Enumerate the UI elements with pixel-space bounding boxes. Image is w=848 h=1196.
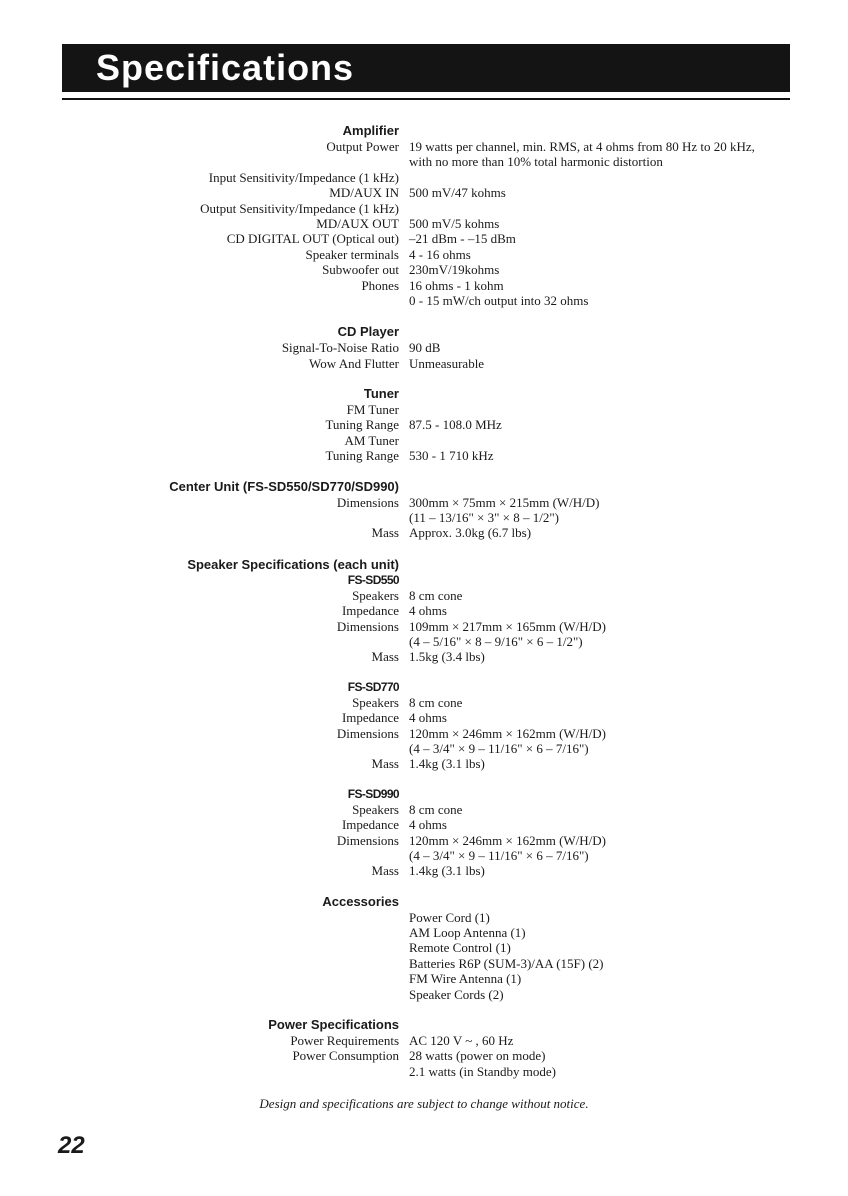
page-title: Specifications — [96, 47, 355, 88]
spec-value: 8 cm cone — [409, 801, 463, 817]
spec-value: 500 mV/47 kohms — [409, 185, 506, 201]
spec-value: 4 ohms — [409, 603, 447, 619]
spec-label: Power Requirements — [290, 1033, 399, 1049]
spec-label: Output Sensitivity/Impedance (1 kHz) — [200, 200, 399, 216]
spec-row — [0, 863, 848, 878]
spec-row — [0, 634, 848, 649]
spec-value: Power Cord (1) — [409, 909, 490, 925]
spec-row — [0, 201, 848, 216]
spec-row — [0, 231, 848, 246]
spec-value: Batteries R6P (SUM-3)/AA (15F) (2) — [409, 955, 604, 971]
spec-value: 19 watts per channel, min. RMS, at 4 ohms from 80 Hz to 20 kHz, — [409, 139, 755, 154]
spec-value: Unmeasurable — [409, 355, 485, 371]
spec-label: Speakers — [352, 694, 399, 710]
spec-label: MD/AUX IN — [329, 185, 399, 201]
spec-section — [0, 479, 848, 541]
spec-value: 4 - 16 ohms — [409, 246, 471, 262]
spec-value: AM Loop Antenna (1) — [409, 925, 526, 941]
spec-row — [0, 1064, 848, 1079]
spec-label: Output Power — [326, 139, 399, 154]
spec-row — [0, 247, 848, 262]
model-heading: FS-SD550 — [347, 572, 399, 587]
spec-value: AC 120 V ~ , 60 Hz — [409, 1033, 514, 1049]
spec-section — [0, 386, 848, 464]
spec-label: Mass — [371, 756, 399, 772]
spec-row — [0, 495, 848, 510]
spec-label: Dimensions — [336, 494, 399, 510]
spec-value: (4 – 3/4" × 9 – 11/16" × 6 – 7/16") — [409, 847, 589, 863]
spec-value: Speaker Cords (2) — [409, 986, 504, 1002]
spec-row — [0, 910, 848, 925]
spec-row — [0, 154, 848, 169]
spec-row — [0, 278, 848, 293]
page-number: 22 — [58, 1132, 85, 1159]
spec-value: 1.5kg (3.4 lbs) — [409, 649, 485, 665]
spec-label: Impedance — [341, 603, 399, 619]
spec-label: Tuning Range — [325, 417, 399, 433]
spec-value: 90 dB — [409, 340, 441, 356]
section-heading: Speaker Specifications (each unit) — [187, 556, 399, 572]
spec-row — [0, 433, 848, 448]
spec-row — [0, 971, 848, 986]
spec-row — [0, 756, 848, 771]
spec-label: Dimensions — [336, 832, 399, 848]
spec-section — [0, 680, 848, 772]
spec-row — [0, 956, 848, 971]
spec-row — [0, 356, 848, 371]
spec-value: 8 cm cone — [409, 587, 463, 603]
spec-label: Signal-To-Noise Ratio — [281, 340, 399, 356]
spec-value: (11 – 13/16" × 3" × 8 – 1/2") — [409, 510, 559, 526]
spec-section — [0, 324, 848, 371]
section-heading: Center Unit (FS-SD550/SD770/SD990) — [169, 478, 399, 494]
spec-list — [0, 123, 848, 1079]
spec-value: 4 ohms — [409, 710, 447, 726]
spec-value: –21 dBm - –15 dBm — [409, 231, 516, 247]
model-heading: FS-SD990 — [347, 786, 399, 801]
spec-value: 0 - 15 mW/ch output into 32 ohms — [409, 292, 589, 308]
spec-value: 300mm × 75mm × 215mm (W/H/D) — [409, 494, 600, 510]
footnote: Design and specifications are subject to change without notice. — [259, 1096, 589, 1111]
spec-label: Power Consumption — [292, 1048, 399, 1064]
section-heading: Accessories — [322, 893, 399, 909]
spec-label: FM Tuner — [346, 402, 399, 418]
spec-label: Mass — [371, 525, 399, 541]
spec-row — [0, 1048, 848, 1063]
spec-row — [0, 802, 848, 817]
spec-row — [0, 402, 848, 417]
spec-row — [0, 185, 848, 200]
spec-row — [0, 817, 848, 832]
spec-label: Subwoofer out — [322, 262, 399, 278]
spec-value: 1.4kg (3.1 lbs) — [409, 863, 485, 879]
spec-value: 16 ohms - 1 kohm — [409, 277, 504, 293]
spec-value: 8 cm cone — [409, 694, 463, 710]
section-heading: Power Specifications — [268, 1017, 399, 1033]
spec-label: CD DIGITAL OUT (Optical out) — [226, 231, 399, 247]
spec-label: Wow And Flutter — [309, 355, 399, 371]
spec-label: Mass — [371, 649, 399, 665]
spec-value: 109mm × 217mm × 165mm (W/H/D) — [409, 618, 607, 634]
spec-row — [0, 619, 848, 634]
spec-label: Input Sensitivity/Impedance (1 kHz) — [208, 169, 399, 185]
spec-label: Dimensions — [336, 725, 399, 741]
spec-value: with no more than 10% total harmonic distortion — [409, 154, 663, 170]
spec-value: 530 - 1 710 kHz — [409, 448, 494, 464]
spec-row — [0, 1033, 848, 1048]
spec-label: AM Tuner — [344, 432, 399, 448]
section-heading: CD Player — [337, 324, 399, 340]
spec-label: Phones — [361, 277, 399, 293]
title-bar — [62, 44, 790, 92]
spec-row — [0, 940, 848, 955]
spec-row — [0, 741, 848, 756]
spec-value: 120mm × 246mm × 162mm (W/H/D) — [409, 832, 607, 848]
spec-label: Tuning Range — [325, 448, 399, 464]
model-heading: FS-SD770 — [347, 679, 399, 694]
spec-row — [0, 987, 848, 1002]
spec-label: Mass — [371, 863, 399, 879]
spec-row — [0, 649, 848, 664]
spec-row — [0, 848, 848, 863]
spec-row — [0, 588, 848, 603]
spec-label: Dimensions — [336, 618, 399, 634]
spec-value: 230mV/19kohms — [409, 262, 500, 278]
spec-section — [0, 894, 848, 1002]
spec-row — [0, 262, 848, 277]
spec-label: Speakers — [352, 801, 399, 817]
spec-value: Remote Control (1) — [409, 940, 511, 956]
title-rule — [62, 98, 790, 100]
spec-label: Impedance — [341, 710, 399, 726]
spec-value: 28 watts (power on mode) — [409, 1048, 546, 1064]
spec-label: Speaker terminals — [305, 246, 399, 262]
spec-row — [0, 293, 848, 308]
spec-label: Speakers — [352, 587, 399, 603]
spec-value: Approx. 3.0kg (6.7 lbs) — [409, 525, 532, 541]
spec-section — [0, 557, 848, 665]
spec-row — [0, 216, 848, 231]
spec-row — [0, 170, 848, 185]
spec-row — [0, 603, 848, 618]
spec-value: 500 mV/5 kohms — [409, 215, 500, 231]
spec-section — [0, 123, 848, 308]
spec-row — [0, 340, 848, 355]
spec-section — [0, 1017, 848, 1079]
spec-row — [0, 510, 848, 525]
spec-row — [0, 448, 848, 463]
spec-row — [0, 833, 848, 848]
spec-value: 1.4kg (3.1 lbs) — [409, 756, 485, 772]
spec-label: Impedance — [341, 817, 399, 833]
spec-value: (4 – 3/4" × 9 – 11/16" × 6 – 7/16") — [409, 740, 589, 756]
spec-value: 120mm × 246mm × 162mm (W/H/D) — [409, 725, 607, 741]
spec-row — [0, 139, 848, 154]
spec-row — [0, 710, 848, 725]
spec-row — [0, 525, 848, 540]
spec-row — [0, 417, 848, 432]
spec-row — [0, 925, 848, 940]
spec-row — [0, 695, 848, 710]
spec-value: 87.5 - 108.0 MHz — [409, 417, 502, 433]
spec-value: 2.1 watts (in Standby mode) — [409, 1063, 556, 1079]
spec-value: FM Wire Antenna (1) — [409, 971, 522, 987]
spec-section — [0, 787, 848, 879]
section-heading: Tuner — [363, 386, 399, 402]
spec-value: (4 – 5/16" × 8 – 9/16" × 6 – 1/2") — [409, 633, 583, 649]
spec-label: MD/AUX OUT — [316, 215, 399, 231]
section-heading: Amplifier — [342, 123, 399, 138]
spec-value: 4 ohms — [409, 817, 447, 833]
spec-row — [0, 726, 848, 741]
